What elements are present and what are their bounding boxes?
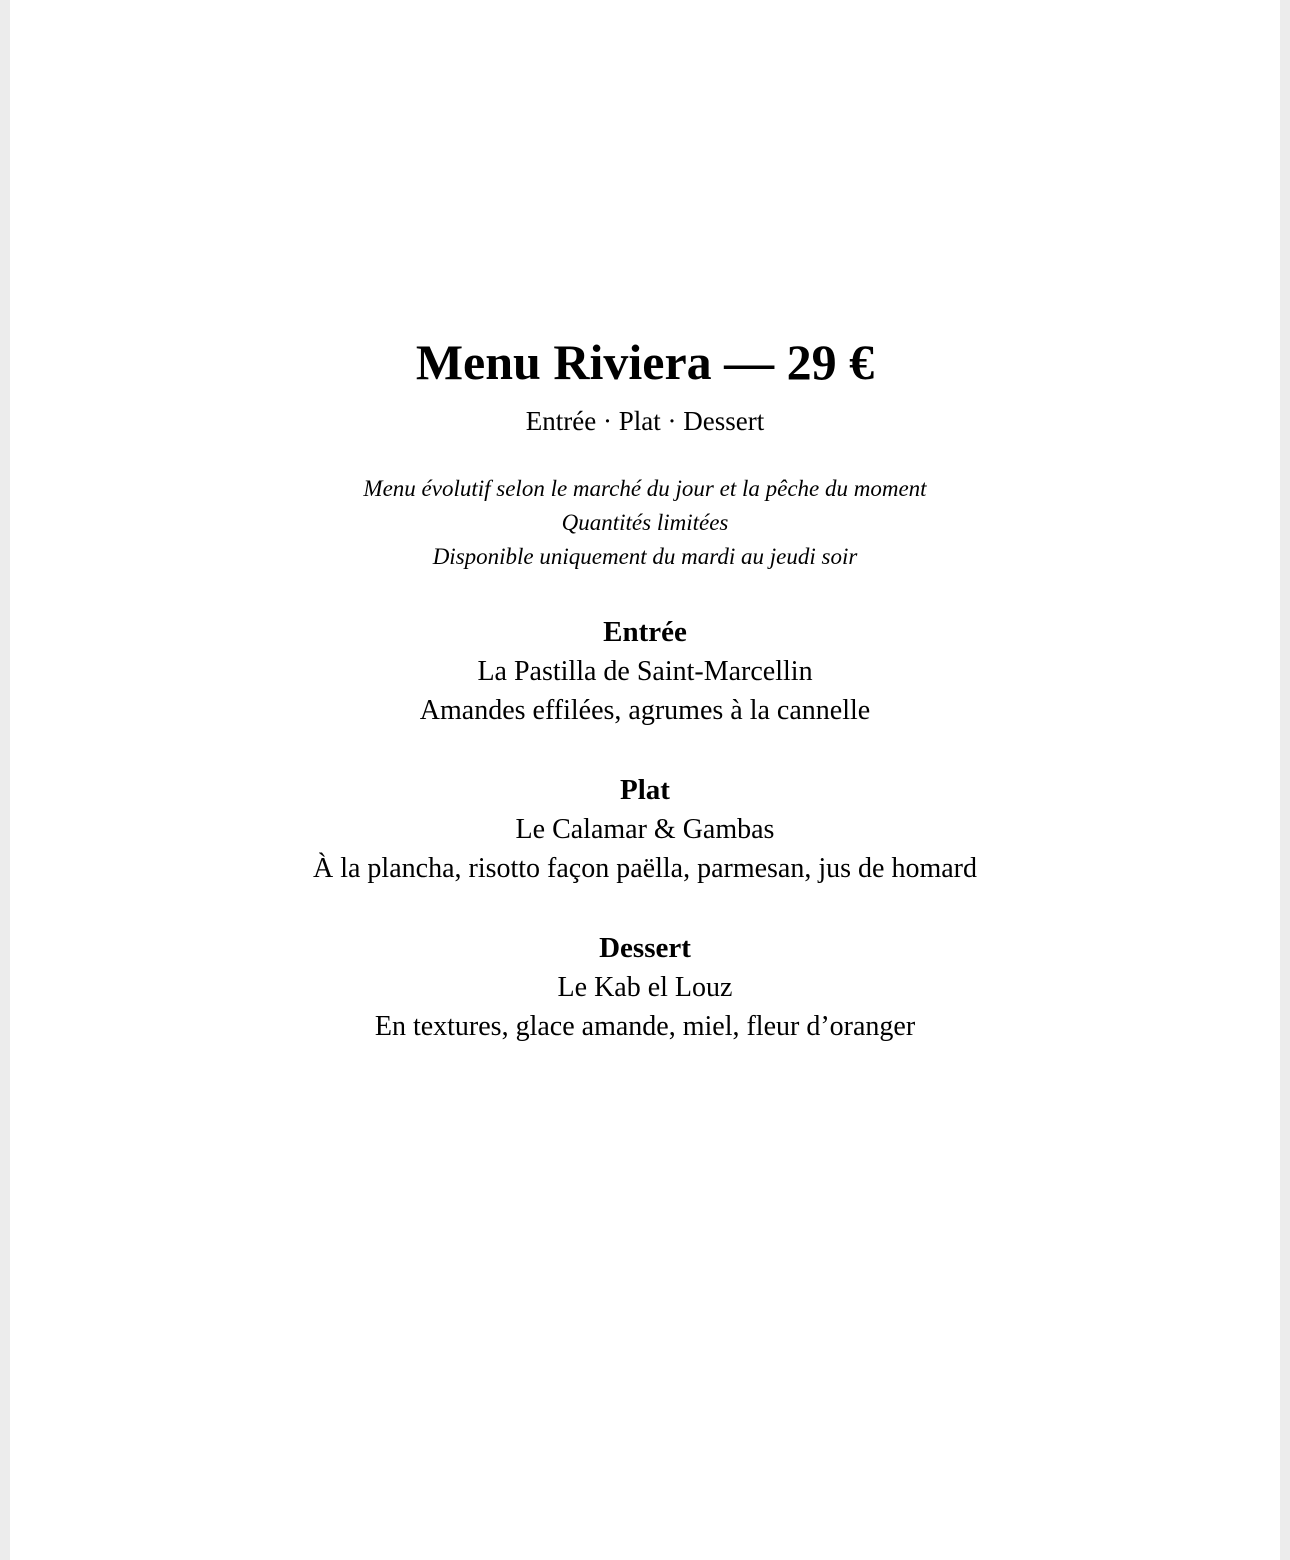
course-dish: Le Calamar & Gambas: [515, 814, 775, 845]
menu-note: Menu évolutif selon le marché du jour et la pêche du moment: [363, 476, 927, 501]
course-description: À la plancha, risotto façon paëlla, parmesan, jus de homard: [313, 853, 977, 884]
menu-note: Disponible uniquement du mardi au jeudi soir: [432, 544, 858, 569]
course-heading: Plat: [620, 774, 670, 806]
menu-title: Menu Riviera — 29 €: [415, 334, 875, 390]
course-dessert: [10, 928, 1280, 1046]
course-description: Amandes effilées, agrumes à la cannelle: [419, 695, 871, 726]
menu-note: Quantités limitées: [561, 510, 729, 535]
menu-subtitle: Entrée · Plat · Dessert: [525, 406, 765, 436]
menu-page: [10, 0, 1280, 1560]
course-dish: Le Kab el Louz: [557, 972, 733, 1003]
course-dish: La Pastilla de Saint-Marcellin: [477, 656, 813, 687]
course-heading: Dessert: [599, 932, 691, 964]
course-entree: [10, 612, 1280, 730]
course-description: En textures, glace amande, miel, fleur d’oranger: [374, 1011, 916, 1042]
menu-notes: [10, 472, 1280, 574]
course-heading: Entrée: [603, 616, 687, 648]
course-plat: [10, 770, 1280, 888]
